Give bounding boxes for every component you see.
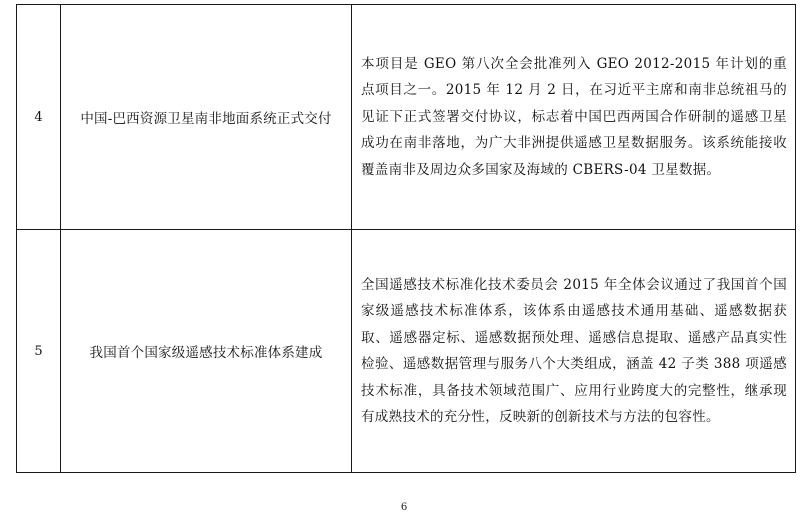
row-description: 本项目是 GEO 第八次全会批准列入 GEO 2012-2015 年计划的重点项目之一。2015 年 12 月 2 日，在习近平主席和南非总统祖马的见证下正式签署交付协议，标志着中国巴西两国合作研制的遥感卫星成功在南非落地，为广大非洲提供遥感卫星数据服务。该系统能接收覆盖南非及周边众多国家及海域的 CBERS-04 卫星数据。	[361, 55, 787, 178]
row-number: 4	[34, 109, 43, 125]
table-row	[17, 230, 796, 473]
row-title-cell	[61, 5, 352, 230]
page-number: 6	[400, 502, 408, 513]
row-title-cell	[61, 230, 352, 473]
row-description: 全国遥感技术标准化技术委员会 2015 年全体会议通过了我国首个国家级遥感技术标准体系，该体系由遥感技术通用基础、遥感数据获取、遥感器定标、遥感数据预处理、遥感信息提取、遥感产品真实性检验、遥感数据管理与服务八个大类组成，涵盖 42 子类 388 项遥感技术标准，具备技术领域范围广、应用行业跨度大的完整性，继承现有成熟技术的充分性，反映新的创新技术与方法的包容性。	[361, 276, 787, 425]
row-number-cell	[17, 230, 61, 473]
table-row	[17, 5, 796, 230]
row-number: 5	[34, 343, 43, 359]
row-description-cell	[352, 5, 796, 230]
row-title: 中国-巴西资源卫星南非地面系统正式交付	[80, 111, 332, 127]
achievements-table	[16, 4, 796, 473]
row-title: 我国首个国家级遥感技术标准体系建成	[89, 345, 323, 361]
row-number-cell	[17, 5, 61, 230]
row-description-cell	[352, 230, 796, 473]
